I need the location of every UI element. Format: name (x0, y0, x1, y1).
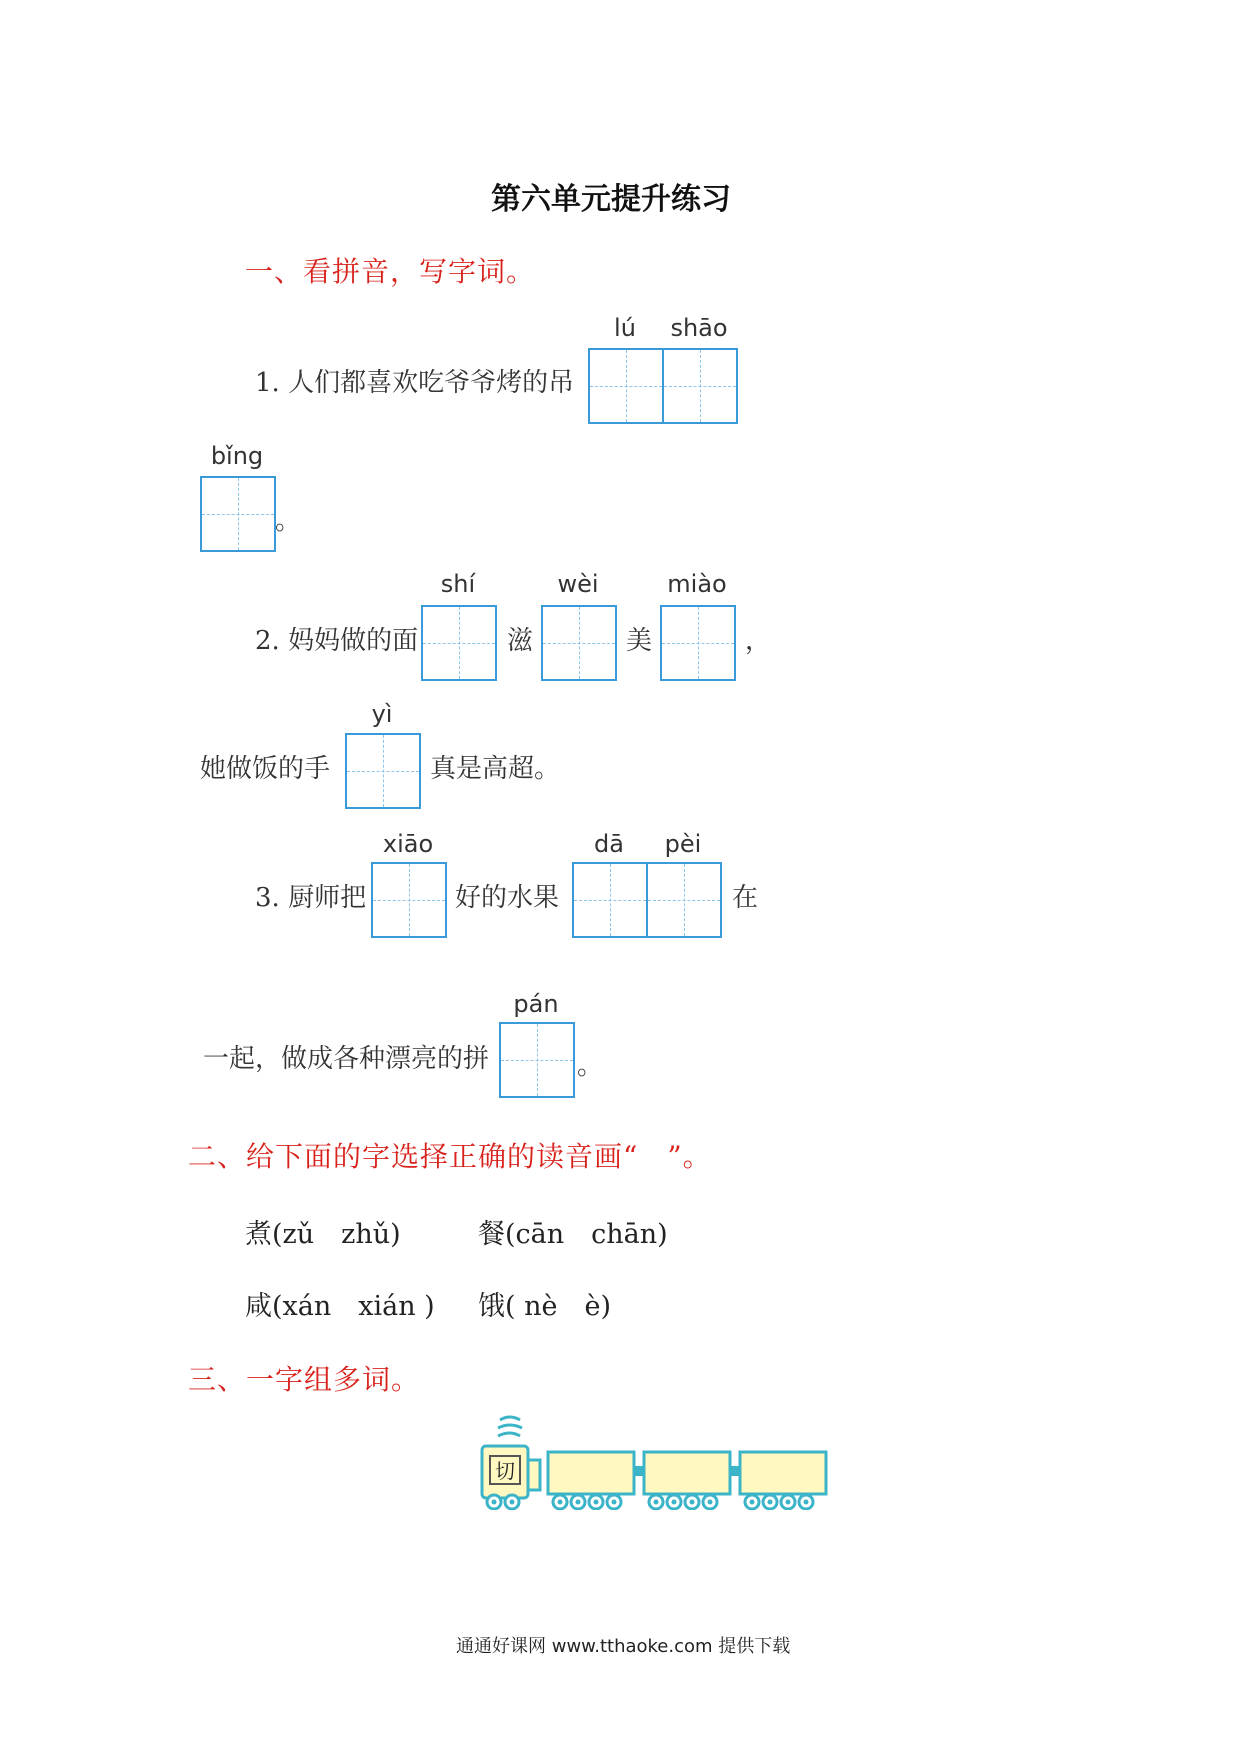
pinyin-lu: lú (614, 314, 636, 342)
reading-options[interactable]: ( nè è) (505, 1291, 611, 1322)
pinyin-xiao: xiāo (382, 830, 434, 858)
q3-line2: 一起，做成各种漂亮的拼 (203, 1044, 490, 1074)
train-illustration (468, 1400, 828, 1510)
answer-box-wei[interactable] (541, 605, 617, 681)
q2-text-a: 2. 妈妈做的面 (255, 626, 419, 656)
pinyin-da: dā (594, 830, 624, 858)
pinyin-miao: miào (667, 570, 727, 598)
q3-text-c: 在 (732, 883, 759, 913)
q1-text: 1. 人们都喜欢吃爷爷烤的吊 (255, 368, 575, 398)
reading-char: 饿 (478, 1291, 505, 1322)
reading-char: 咸 (245, 1291, 272, 1322)
section1-heading: 一、看拼音，写字词。 (245, 255, 536, 288)
q1-end: 。 (275, 506, 302, 536)
answer-box-miao[interactable] (660, 605, 736, 681)
reading-item-zhu (245, 1212, 401, 1251)
answer-box-da[interactable] (572, 862, 648, 938)
answer-box-yi[interactable] (345, 733, 421, 809)
q2-mid1: 滋 (507, 626, 534, 656)
word-train (468, 1400, 828, 1510)
answer-box-xiao[interactable] (371, 862, 447, 938)
reading-options[interactable]: (zǔ zhǔ) (272, 1219, 401, 1250)
q3-text-b: 好的水果 (455, 883, 560, 913)
answer-box-lu[interactable] (588, 348, 664, 424)
section2-heading: 二、给下面的字选择正确的读音画“ ”。 (188, 1140, 712, 1173)
page-title: 第六单元提升练习 (491, 182, 731, 217)
reading-char: 煮 (245, 1219, 272, 1250)
pinyin-shi: shí (440, 570, 476, 598)
q3-text-a: 3. 厨师把 (255, 883, 367, 913)
q2-mid2: 美 (626, 626, 653, 656)
reading-item-xian (245, 1284, 435, 1323)
pinyin-pan: pán (513, 990, 559, 1018)
pinyin-shao: shāo (670, 314, 728, 342)
wheels (487, 1495, 813, 1509)
answer-box-pan[interactable] (499, 1022, 575, 1098)
smoke-icon (498, 1417, 522, 1436)
pinyin-yi: yì (371, 700, 393, 728)
answer-box-shi[interactable] (421, 605, 497, 681)
reading-item-can (478, 1212, 668, 1251)
q2-comma: ， (745, 626, 772, 656)
pinyin-wei: wèi (557, 570, 599, 598)
reading-options[interactable]: (xán xián ) (272, 1291, 435, 1322)
train-char: 切 (495, 1459, 515, 1483)
q2-line2-b: 真是高超。 (430, 754, 561, 784)
section3-heading: 三、一字组多词。 (188, 1363, 421, 1396)
reading-item-e (478, 1284, 611, 1323)
answer-box-shao[interactable] (662, 348, 738, 424)
reading-char: 餐 (478, 1219, 505, 1250)
q3-end: 。 (577, 1051, 604, 1081)
answer-box-pei[interactable] (646, 862, 722, 938)
reading-options[interactable]: (cān chān) (505, 1219, 668, 1250)
pinyin-pei: pèi (664, 830, 702, 858)
pinyin-bing: bǐng (210, 442, 264, 470)
footer-credit: 通通好课网 www.tthaoke.com 提供下载 (456, 1636, 791, 1657)
q2-line2-a: 她做饭的手 (200, 754, 331, 784)
answer-box-bing[interactable] (200, 476, 276, 552)
